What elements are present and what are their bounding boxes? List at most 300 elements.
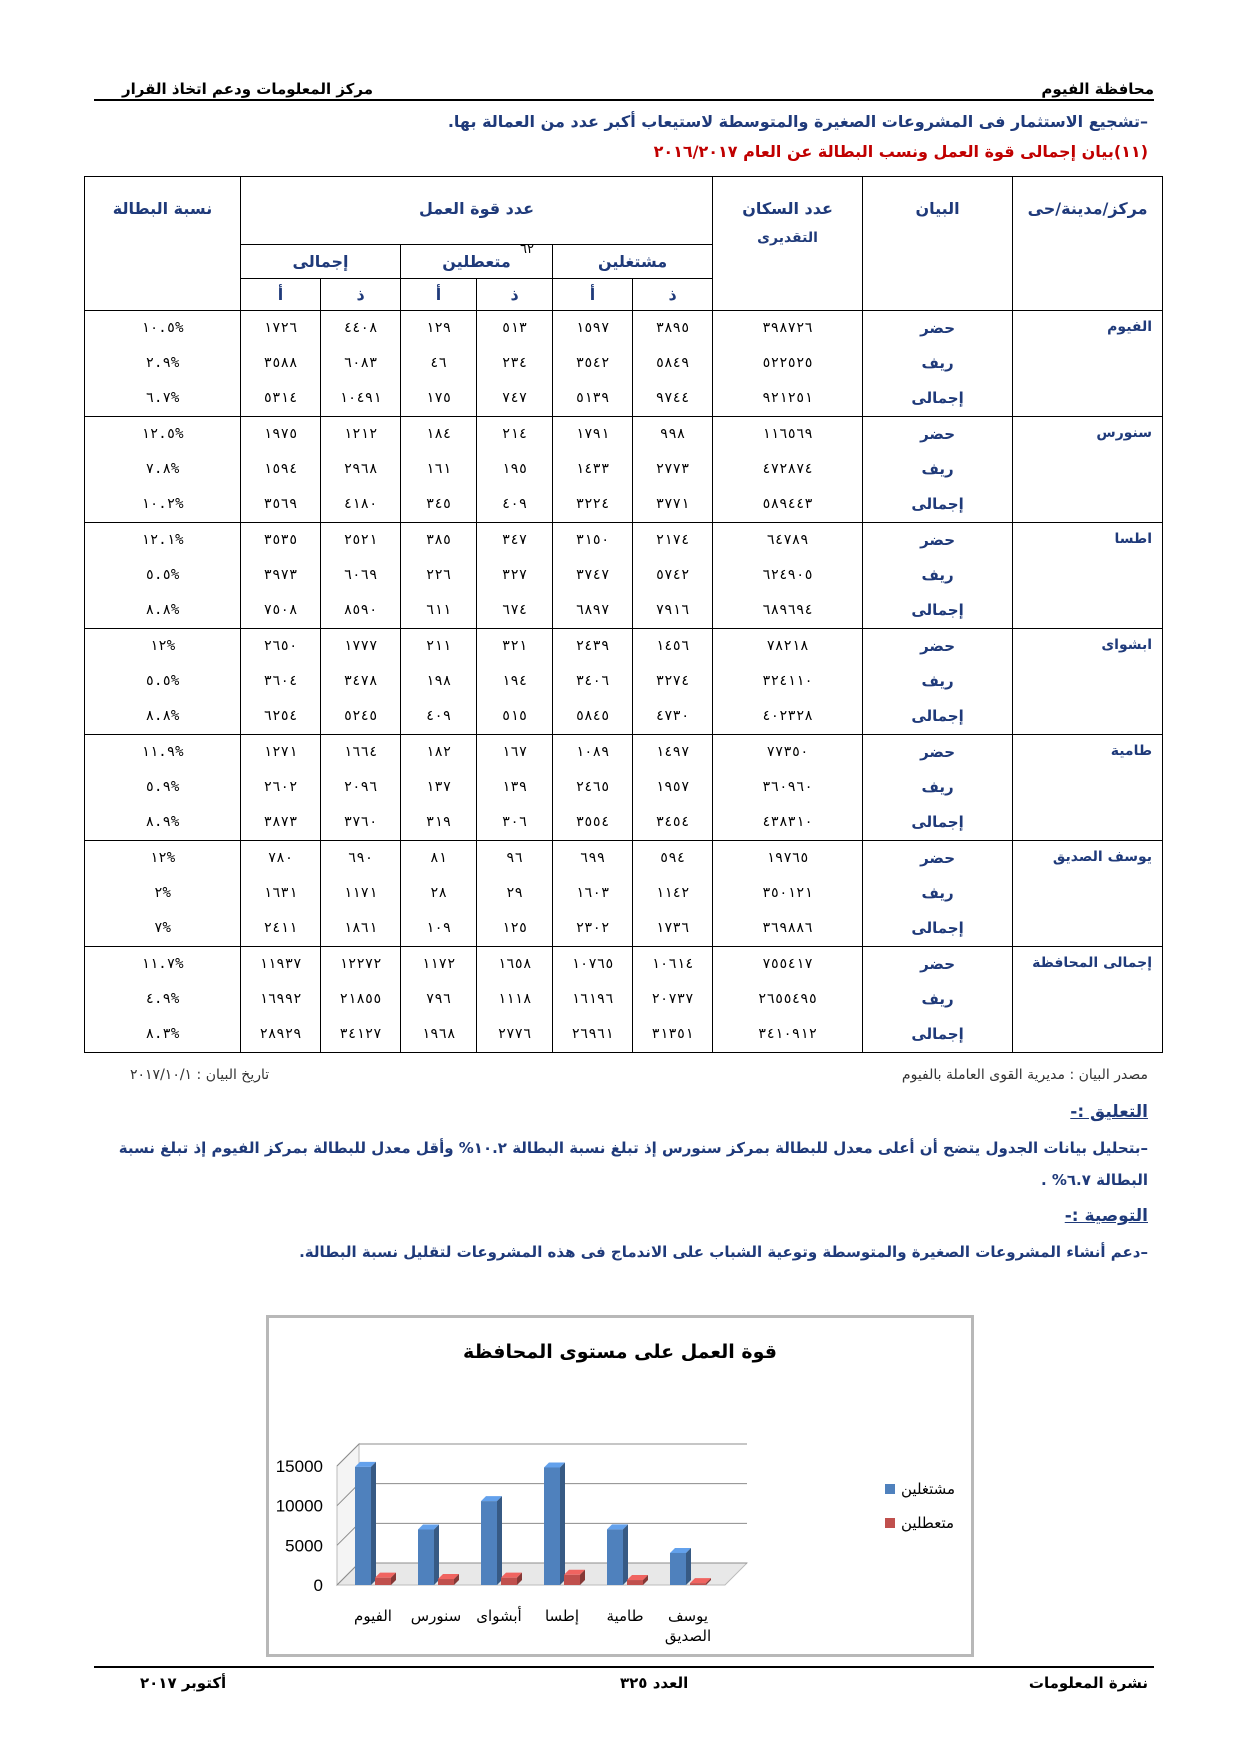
bar [481, 1501, 497, 1585]
emp-m-value: ١١٤٢ [655, 885, 690, 901]
row-labels-cell [863, 417, 1013, 523]
emp-f-value: ١٧٩١ [575, 426, 610, 442]
table-row [85, 841, 1163, 947]
population-value: ٢٦٥٥٤٩٥ [758, 991, 818, 1007]
tot-f-value: ١٩٧٥ [263, 426, 298, 442]
tot-m-value: ١٨٦١ [343, 920, 378, 936]
emp-f-value: ٣٥٤٢ [575, 355, 610, 371]
unemp-m-cell [477, 417, 553, 523]
bar [438, 1579, 454, 1585]
unemp-m-cell [477, 629, 553, 735]
population-value: ٥٢٢٥٢٥ [762, 355, 813, 371]
rate-value: %٥.٥ [145, 673, 180, 689]
emp-m-value: ١٠٦١٤ [651, 956, 694, 972]
population-cell [713, 417, 863, 523]
emp-m-value: ١٤٥٦ [655, 638, 690, 654]
recommendation-text: –دعم أنشاء المشروعات الصغيرة والمتوسطة وتوعية الشباب على الاندماج فى هذه المشروعات لتقليل نسبة البطالة. [299, 1243, 1148, 1261]
region-cell: اطسا [1013, 523, 1163, 629]
unemp-m-value: ٣٤٧ [501, 532, 528, 548]
rate-value: %٤.٩ [145, 991, 180, 1007]
legend-swatch [885, 1484, 895, 1494]
tot-m-value: ٣٤٧٨ [343, 673, 378, 689]
population-value: ٣٩٨٧٢٦ [762, 320, 813, 336]
population-value: ١٩٧٦٥ [766, 850, 809, 866]
tot-m-cell [321, 841, 401, 947]
x-tick-label: طامية [606, 1607, 644, 1625]
table-header [85, 177, 1163, 311]
legend-label: متعطلين [901, 1514, 955, 1532]
tot-m-value: ٢٩٦٨ [343, 461, 378, 477]
population-cell [713, 841, 863, 947]
unemp-f-value: ١٢٩ [425, 320, 452, 336]
population-value: ٣٥٠١٢١ [762, 885, 813, 901]
bar-side [497, 1496, 502, 1585]
rate-value: %١١.٩ [141, 744, 184, 760]
population-value: ٤٧٢٨٧٤ [762, 461, 813, 477]
row-label: حضر [920, 319, 955, 337]
unemp-m-value: ٩٦ [506, 850, 523, 866]
x-tick-label: الفيوم [354, 1607, 392, 1625]
emp-m-value: ٣٧٧١ [655, 496, 690, 512]
emp-f-value: ٣٧٤٧ [575, 567, 610, 583]
footer-divider [94, 1666, 1154, 1668]
header-total-female: أ [241, 279, 321, 311]
emp-f-value: ٣٤٠٦ [575, 673, 610, 689]
emp-f-cell [553, 841, 633, 947]
emp-f-cell [553, 947, 633, 1053]
tot-f-value: ٢٦٥٠ [263, 638, 298, 654]
row-label: ريف [921, 354, 954, 372]
workforce-table [84, 176, 1163, 1053]
tot-m-value: ٦٠٨٣ [343, 355, 378, 371]
bar [355, 1467, 371, 1585]
rate-value: %١٢ [149, 850, 176, 866]
header-population-sub: التقديرى [757, 230, 818, 246]
population-value: ٧٨٢١٨ [766, 638, 809, 654]
bar [627, 1580, 643, 1585]
population-value: ١١٦٥٦٩ [762, 426, 813, 442]
row-labels-cell [863, 523, 1013, 629]
gridline [337, 1484, 747, 1506]
rate-value: %٢ [154, 885, 171, 901]
table-row [85, 947, 1163, 1053]
unemp-f-value: ١٣٧ [425, 779, 452, 795]
population-cell [713, 947, 863, 1053]
row-label: حضر [920, 425, 955, 443]
x-tick-label: يوسف [667, 1607, 709, 1625]
tot-m-value: ١٧٧٧ [343, 638, 378, 654]
rate-cell [85, 629, 241, 735]
rate-value: %٧ [154, 920, 171, 936]
emp-m-value: ١٩٥٧ [655, 779, 690, 795]
row-label: ريف [921, 778, 954, 796]
tot-f-value: ٣٩٧٣ [263, 567, 298, 583]
region-cell: ابشواى [1013, 629, 1163, 735]
header-unemployment-rate: نسبة البطالة [85, 177, 241, 311]
emp-f-cell [553, 417, 633, 523]
x-tick-label: الصديق [664, 1627, 712, 1645]
tot-f-cell [241, 735, 321, 841]
rate-value: %٢.٩ [145, 355, 180, 371]
tot-f-cell [241, 841, 321, 947]
emp-f-value: ١٦٠٣ [575, 885, 610, 901]
rate-value: %١٢.٥ [141, 426, 184, 442]
tot-m-cell [321, 629, 401, 735]
emp-f-value: ١٠٧٦٥ [571, 956, 614, 972]
unemp-m-value: ١٦٥٨ [497, 956, 532, 972]
population-value: ٣٦٠٩٦٠ [762, 779, 813, 795]
emp-f-value: ٢٣٠٢ [575, 920, 610, 936]
rate-value: %٨.٨ [145, 602, 180, 618]
rate-cell [85, 417, 241, 523]
row-labels-cell [863, 735, 1013, 841]
unemp-f-value: ٦١١ [425, 602, 452, 618]
row-label: ريف [921, 672, 954, 690]
unemp-m-value: ١٦٧ [501, 744, 528, 760]
unemp-f-value: ١٧٥ [425, 390, 452, 406]
unemp-m-value: ١٢٥ [501, 920, 528, 936]
tot-m-cell [321, 735, 401, 841]
header-employed-male: ذ [633, 279, 713, 311]
unemp-f-value: ١١٧٢ [421, 956, 456, 972]
unemp-m-cell [477, 311, 553, 417]
tot-m-cell [321, 523, 401, 629]
rate-value: %٨.٩ [145, 814, 180, 830]
unemp-m-value: ١٩٥ [501, 461, 528, 477]
emp-f-value: ٦٨٩٧ [575, 602, 610, 618]
unemp-f-value: ١٠٩ [425, 920, 452, 936]
unemp-m-cell [477, 735, 553, 841]
population-cell [713, 629, 863, 735]
gridline [337, 1444, 747, 1466]
unemp-m-cell [477, 523, 553, 629]
population-value: ٥٨٩٤٤٣ [762, 496, 813, 512]
population-cell [713, 735, 863, 841]
unemp-f-value: ٤٠٩ [425, 708, 452, 724]
table-row [85, 735, 1163, 841]
comment-heading: التعليق :- [1070, 1102, 1148, 1122]
emp-m-cell [633, 629, 713, 735]
tot-m-value: ٨٥٩٠ [343, 602, 378, 618]
unemp-f-cell [401, 947, 477, 1053]
emp-f-value: ١٠٨٩ [575, 744, 610, 760]
emp-f-value: ٦٩٩ [579, 850, 606, 866]
tot-m-cell [321, 947, 401, 1053]
row-label: ريف [921, 460, 954, 478]
unemp-m-value: ٤٠٩ [501, 496, 528, 512]
row-label: إجمالى [911, 919, 964, 937]
comment-text: –بتحليل بيانات الجدول يتضح أن أعلى معدل للبطالة بمركز سنورس إذ تبلغ نسبة البطالة ١٠.٢% وأقل معدل للبطالة بمركز الفيوم إذ تبلغ نسبة البطالة ٦.٧% . [118, 1139, 1148, 1189]
unemp-m-value: ٣٢١ [501, 638, 528, 654]
bar-side [434, 1525, 439, 1585]
header-total-male: ذ [321, 279, 401, 311]
emp-m-value: ١٧٣٦ [655, 920, 690, 936]
rate-value: %١٢ [149, 638, 176, 654]
header-unemployed-male: ذ [477, 279, 553, 311]
rate-value: %١٢.١ [141, 532, 184, 548]
tot-m-value: ٦٠٦٩ [343, 567, 378, 583]
tot-f-cell [241, 947, 321, 1053]
population-value: ٩٢١٢٥١ [762, 390, 813, 406]
tot-f-value: ٧٥٠٨ [263, 602, 298, 618]
emp-m-cell [633, 735, 713, 841]
tot-m-value: ٢١٨٥٥ [339, 991, 382, 1007]
row-label: إجمالى [911, 495, 964, 513]
rate-cell [85, 947, 241, 1053]
header-unemployed-female: أ [401, 279, 477, 311]
unemp-f-value: ٣١٩ [425, 814, 452, 830]
emp-f-value: ١٦١٩٦ [571, 991, 614, 1007]
bar-side [623, 1524, 628, 1585]
tot-f-value: ١٦٩٩٢ [259, 991, 302, 1007]
emp-f-value: ٢٤٦٥ [575, 779, 610, 795]
row-label: إجمالى [911, 1025, 964, 1043]
bar-side [686, 1548, 691, 1585]
emp-f-value: ١٥٩٧ [575, 320, 610, 336]
y-tick-label: 0 [313, 1576, 323, 1595]
tot-m-value: ٤٤٠٨ [343, 320, 378, 336]
row-label: حضر [920, 743, 955, 761]
intro-text: –تشجيع الاستثمار فى المشروعات الصغيرة والمتوسطة لاستيعاب أكبر عدد من العمالة بها. [447, 112, 1148, 131]
tot-f-value: ١١٩٣٧ [259, 956, 302, 972]
table-caption: (١١)بيان إجمالى قوة العمل ونسب البطالة عن العام ٢٠١٦/٢٠١٧ [653, 142, 1148, 161]
tot-f-value: ٣٥٨٨ [263, 355, 298, 371]
table-row [85, 311, 1163, 417]
rate-value: %٨.٣ [145, 1026, 180, 1042]
region-cell: طامية [1013, 735, 1163, 841]
emp-m-value: ٣٤٥٤ [655, 814, 690, 830]
tot-m-value: ٣٤١٢٧ [339, 1026, 382, 1042]
tot-f-value: ٣٨٧٣ [263, 814, 298, 830]
tot-f-value: ٣٥٦٩ [263, 496, 298, 512]
unemp-f-cell [401, 841, 477, 947]
table-row [85, 629, 1163, 735]
rate-cell [85, 735, 241, 841]
unemp-f-value: ٣٨٥ [425, 532, 452, 548]
tot-f-value: ٣٦٠٤ [263, 673, 298, 689]
rate-cell [85, 311, 241, 417]
tot-f-value: ١٥٩٤ [263, 461, 298, 477]
tot-m-value: ٤١٨٠ [343, 496, 378, 512]
bar [544, 1467, 560, 1585]
emp-m-value: ٥٩٤ [659, 850, 686, 866]
unemp-m-value: ٣٢٧ [501, 567, 528, 583]
chart-title: قوة العمل على مستوى المحافظة [463, 1341, 777, 1363]
unemp-f-value: ٢٢٦ [425, 567, 452, 583]
rate-cell [85, 841, 241, 947]
emp-f-cell [553, 311, 633, 417]
tot-f-cell [241, 523, 321, 629]
tot-f-value: ٦٢٥٤ [263, 708, 298, 724]
row-label: إجمالى [911, 813, 964, 831]
emp-m-value: ٢١٧٤ [655, 532, 690, 548]
bar-side [371, 1462, 376, 1585]
header-info-center: مركز المعلومات ودعم اتخاذ القرار [122, 80, 374, 98]
unemp-f-value: ١٩٦٨ [421, 1026, 456, 1042]
emp-f-value: ١٤٣٣ [575, 461, 610, 477]
population-value: ٦٨٩٦٩٤ [762, 602, 813, 618]
emp-m-cell [633, 311, 713, 417]
bar [418, 1530, 434, 1585]
unemp-m-value: ٢١٤ [501, 426, 528, 442]
tot-f-value: ٢٤١١ [263, 920, 298, 936]
emp-m-value: ٩٩٨ [659, 426, 686, 442]
row-label: حضر [920, 637, 955, 655]
unemp-m-value: ١١١٨ [497, 991, 532, 1007]
header-region: مركز/مدينة/حى [1013, 177, 1163, 311]
row-label: إجمالى [911, 601, 964, 619]
row-label: حضر [920, 849, 955, 867]
table-row [85, 523, 1163, 629]
tot-f-value: ٢٦٠٢ [263, 779, 298, 795]
unemp-f-value: ٧٩٦ [425, 991, 452, 1007]
unemp-m-value: ١٩٤ [501, 673, 528, 689]
population-value: ٣٦٩٨٨٦ [762, 920, 813, 936]
bar [564, 1575, 580, 1585]
population-cell [713, 523, 863, 629]
header-employed: مشتغلين [553, 245, 713, 279]
header-workforce: عدد قوة العمل [241, 177, 713, 245]
row-label: ريف [921, 566, 954, 584]
tot-m-cell [321, 417, 401, 523]
unemp-f-value: ٤٦ [430, 355, 447, 371]
emp-m-value: ٥٨٤٩ [655, 355, 690, 371]
unemp-m-value: ٧٤٧ [501, 390, 528, 406]
recommendation-heading: التوصية :- [1064, 1206, 1148, 1226]
tot-m-cell [321, 311, 401, 417]
unemp-f-cell [401, 417, 477, 523]
population-value: ٤٠٢٣٢٨ [762, 708, 813, 724]
y-tick-label: 5000 [285, 1536, 323, 1556]
emp-m-cell [633, 523, 713, 629]
emp-m-value: ٣١٣٥١ [651, 1026, 694, 1042]
tot-m-value: ٣٧٦٠ [343, 814, 378, 830]
row-label: حضر [920, 955, 955, 973]
tot-m-value: ١٠٤٩١ [339, 390, 382, 406]
tot-f-cell [241, 311, 321, 417]
emp-m-cell [633, 947, 713, 1053]
source-note: مصدر البيان : مديرية القوى العاملة بالفيوم [901, 1067, 1148, 1083]
unemp-m-value: ٢٧٧٦ [497, 1026, 532, 1042]
header-employed-female: أ [553, 279, 633, 311]
population-value: ٦٤٧٨٩ [766, 532, 809, 548]
rate-value: %٧.٨ [145, 461, 180, 477]
emp-f-value: ٥٨٤٥ [575, 708, 610, 724]
bar [607, 1529, 623, 1585]
rate-value: %١٠.٥ [141, 320, 184, 336]
rate-value: %١٠.٢ [141, 496, 184, 512]
footer-date: أكتوبر ٢٠١٧ [140, 1674, 227, 1692]
row-labels-cell [863, 311, 1013, 417]
emp-f-value: ٢٦٩٦١ [571, 1026, 614, 1042]
bar [690, 1583, 706, 1585]
bar [501, 1578, 517, 1585]
tot-f-value: ٣٥٣٥ [263, 532, 298, 548]
tot-f-cell [241, 629, 321, 735]
row-labels-cell [863, 841, 1013, 947]
tot-f-value: ٧٨٠ [267, 850, 294, 866]
rate-cell [85, 523, 241, 629]
row-labels-cell [863, 947, 1013, 1053]
unemp-f-cell [401, 311, 477, 417]
emp-f-cell [553, 735, 633, 841]
unemp-f-cell [401, 735, 477, 841]
emp-f-cell [553, 629, 633, 735]
unemp-m-value: ٢٩ [506, 885, 523, 901]
population-value: ٤٣٨٣١٠ [762, 814, 813, 830]
tot-m-value: ٥٢٤٥ [343, 708, 378, 724]
unemp-m-value: ١٣٩ [501, 779, 528, 795]
emp-m-cell [633, 417, 713, 523]
x-tick-label: سنورس [410, 1607, 462, 1625]
emp-m-cell [633, 841, 713, 947]
region-cell: إجمالى المحافظة [1013, 947, 1163, 1053]
header-unemployed: متعطلين [401, 245, 553, 279]
data-date: تاريخ البيان : ٢٠١٧/١٠/١ [130, 1067, 270, 1083]
footer-bulletin: نشرة المعلومات [1028, 1674, 1148, 1692]
emp-f-value: ٢٤٣٩ [575, 638, 610, 654]
gridline [337, 1523, 747, 1545]
y-tick-label: 10000 [275, 1496, 323, 1516]
emp-m-value: ٩٧٤٤ [655, 390, 690, 406]
emp-m-value: ٣٢٧٤ [655, 673, 690, 689]
emp-f-cell [553, 523, 633, 629]
header-divider [94, 99, 1154, 101]
tot-f-value: ١٢٧١ [263, 744, 298, 760]
rate-value: %٨.٨ [145, 708, 180, 724]
unemp-m-value: ٢٣٤ [501, 355, 528, 371]
emp-m-value: ١٤٩٧ [655, 744, 690, 760]
header-statement: البيان [863, 177, 1013, 311]
unemp-m-value: ٥١٥ [501, 708, 528, 724]
population-value: ٦٢٤٩٠٥ [762, 567, 813, 583]
row-label: ريف [921, 990, 954, 1008]
unemp-m-cell [477, 947, 553, 1053]
population-value: ٧٥٥٤١٧ [762, 956, 813, 972]
tot-m-value: ٢٥٢١ [343, 532, 378, 548]
row-label: ريف [921, 884, 954, 902]
footer-issue: العدد ٣٢٥ [620, 1674, 689, 1692]
unemp-f-value: ١٨٤ [425, 426, 452, 442]
header-total: إجمالى [241, 245, 401, 279]
tot-f-value: ١٧٢٦ [263, 320, 298, 336]
page-marker: ٦٢ [520, 242, 534, 257]
tot-m-value: ١٢٢٧٢ [339, 956, 382, 972]
population-value: ٣٤١٠٩١٢ [758, 1026, 818, 1042]
tot-m-value: ١١٧١ [343, 885, 378, 901]
tot-f-value: ٥٣١٤ [263, 390, 298, 406]
unemp-f-cell [401, 523, 477, 629]
unemp-f-value: ٨١ [430, 850, 447, 866]
chart-svg [269, 1318, 971, 1654]
unemp-f-value: ١٦١ [425, 461, 452, 477]
legend-swatch [885, 1518, 895, 1528]
header-population: عدد السكان التقديرى [713, 177, 863, 311]
tot-m-value: ٦٩٠ [347, 850, 374, 866]
population-value: ٣٢٤١١٠ [762, 673, 813, 689]
bar-side [560, 1462, 565, 1585]
emp-m-value: ٥٧٤٢ [655, 567, 690, 583]
emp-f-value: ٣٥٥٤ [575, 814, 610, 830]
rate-value: %٥.٥ [145, 567, 180, 583]
x-tick-label: إطسا [544, 1607, 580, 1625]
emp-m-value: ٢٠٧٣٧ [651, 991, 694, 1007]
row-label: إجمالى [911, 389, 964, 407]
unemp-m-value: ٦٧٤ [501, 602, 528, 618]
emp-f-value: ٥١٣٩ [575, 390, 610, 406]
tot-f-value: ٢٨٩٢٩ [259, 1026, 302, 1042]
unemp-f-value: ١٨٢ [425, 744, 452, 760]
